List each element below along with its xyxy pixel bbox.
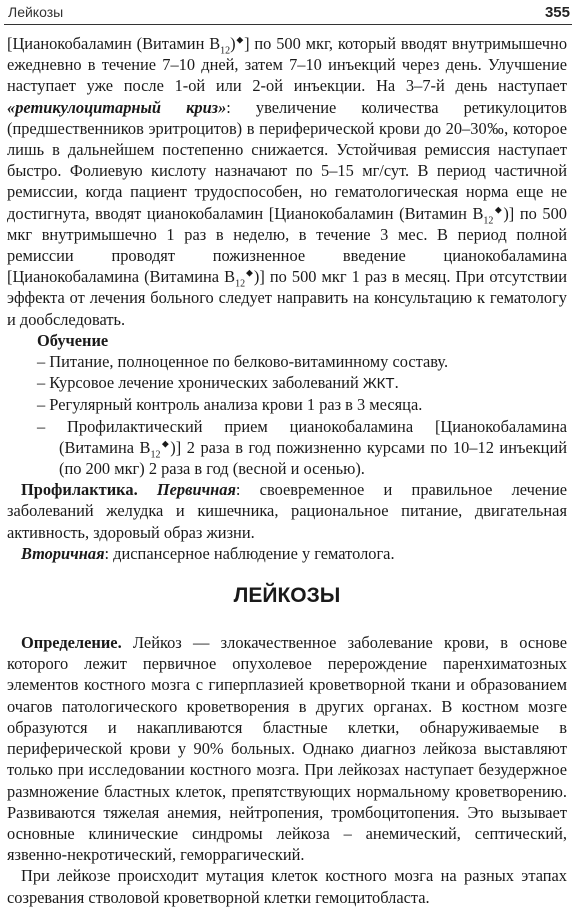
page-number: 355 <box>544 3 570 21</box>
page-body <box>7 33 567 908</box>
definition-paragraph: Определение. Лейкоз — злокачественное заболевание крови, в основе которого лежит первичное опухолевое перерождение паренхиматозных элементов костного мозга с гиперплазией кроветворной ткани и образованием очагов патологического кроветворения в других органах. В костном мозге образуются и накапливаются бластные клетки, обнаруживаемые в периферической крови у 90% больных. Однако диагноз лейкоза выставляют только при исследовании костного мозга. При лейкозах наступает безудержное размножение бластных клеток, препятствующих нормальному кроветворению. Развиваются тяжелая анемия, нейтропения, тромбоцитопения. Это вызывает основные клинические синдромы лейкоза – анемический, септический, язвенно-некротический, геморрагический. <box>7 633 567 865</box>
training-item: – Курсовое лечение хронических заболеваний ЖКТ. <box>37 373 399 393</box>
training-item: – Профилактический прием цианокобаламина [Цианокобаламина (Витамина $В_{12}^◆$)] 2 раза в год пожизненно курсами по 10–12 инъекций (по 200 мкг) 2 раза в год (весной и осенью). <box>37 416 568 479</box>
prevention-primary: Профилактика. Первичная: своевременное и правильное лечение заболеваний желудка и кишечника, рациональное питание, двигательная активность, здоровый образ жизни. <box>7 480 567 542</box>
training-item: – Регулярный контроль анализа крови 1 раз в 3 месяца. <box>37 395 423 415</box>
mutation-paragraph: При лейкозе происходит мутация клеток костного мозга на разных этапах созревания стволовой кроветворной клетки гемоцитобласта. <box>7 866 567 907</box>
diamond-mark-icon: ◆ <box>493 204 504 215</box>
page-header <box>0 0 576 24</box>
diamond-mark-icon: ◆ <box>245 267 254 278</box>
training-item: – Питание, полноценное по белково-витаминному составу. <box>37 352 449 372</box>
header-rule <box>4 24 572 25</box>
diamond-mark-icon: ◆ <box>235 34 245 45</box>
prevention-secondary: Вторичная: диспансерное наблюдение у гематолога. <box>21 543 395 563</box>
treatment-paragraph: [Цианокобаламин (Витамин $В_{12})^◆$] по 500 мкг, который вводят внутримышечно ежедневно в течение 7–10 дней, затем 7–10 инъекций через день. Улучшение наступает уже после 1-ой или 2-ой инъекции. На 3–7-й день наступает «ретикулоцитарный криз»: увеличение количества ретикулоцитов (предшественников эритроцитов) в периферической крови до 20–30‰, которое лишь в дальнейшем постепенно снижается. Устойчивая ремиссия наступает быстро. Фолиевую кислоту назначают по 5–15 мг/сут. В период частичной ремиссии, когда пациент трудоспособен, но гематологическая норма еще не достигнута, вводят цианокобаламин [Цианокобаламин (Витамин $В_{12}^◆$)] по 500 мкг внутримышечно 1 раз в неделю, в течение 3 мес. В период полной ремиссии проводят пожизненное введение цианокобаламина [Цианокобаламина (Витамина $В_{12}^◆$)] по 500 мкг 1 раз в месяц. При отсутствии эффекта от лечения больного следует направить на консультацию к гематологу и дообследовать. <box>7 34 568 329</box>
diamond-mark-icon: ◆ <box>160 438 171 449</box>
training-heading: Обучение <box>37 330 109 350</box>
running-title: Лейкозы <box>8 4 64 20</box>
section-title: ЛЕЙКОЗЫ <box>233 584 341 608</box>
reticulocyte-crisis-term: «ретикулоцитарный криз» <box>7 97 227 117</box>
